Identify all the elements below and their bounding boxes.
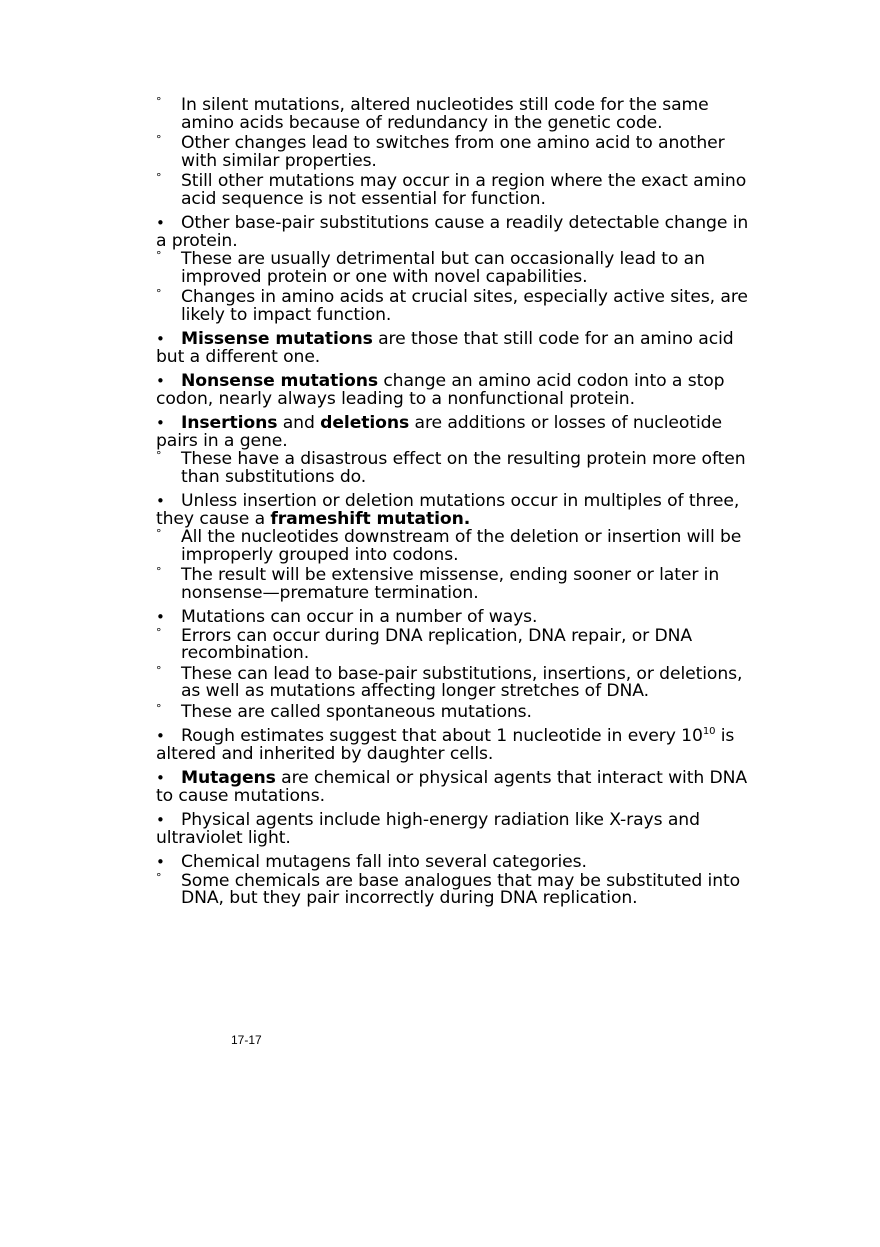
term-mutagens: Mutagens [181, 768, 276, 788]
bullet-marker: • [156, 811, 165, 829]
list-item-text: Other changes lead to switches from one amino acid to another with similar properties. [181, 133, 725, 171]
list-item-text: Changes in amino acids at crucial sites, especially active sites, are likely to impact function. [181, 287, 748, 325]
list-item [156, 251, 756, 286]
list-item [156, 173, 756, 208]
list-item-text: In silent mutations, altered nucleotides still code for the same amino acids because of redundancy in the genetic code. [181, 95, 709, 133]
list-item-text: Physical agents include high-energy radiation like X-rays and ultraviolet light. [156, 810, 700, 848]
bullet-marker: • [156, 414, 165, 432]
bullet-marker: • [156, 769, 165, 787]
bullet-marker: • [156, 214, 165, 232]
list-item [156, 870, 756, 908]
list-item [156, 567, 756, 602]
sub-bullet-marker: ° [156, 565, 162, 578]
sub-bullet-marker: ° [156, 171, 162, 184]
list-item [156, 493, 756, 528]
sub-bullet-marker: ° [156, 663, 162, 677]
list-item-text: are those that still code for an amino acid but a different one. [156, 329, 734, 367]
list-item [156, 331, 756, 366]
list-item [156, 289, 756, 324]
list-item [156, 97, 756, 132]
sub-bullet-marker: ° [156, 95, 162, 108]
list-item-text: and [277, 413, 321, 433]
page-number: 17-17 [231, 1033, 262, 1047]
sub-bullet-marker: ° [156, 527, 162, 540]
list-item-text: Some chemicals are base analogues that may be substituted into DNA, but they pair incorrectly during DNA replication. [181, 870, 741, 908]
term-missense-mutations: Missense mutations [181, 329, 373, 349]
term-frameshift-mutation: frameshift mutation. [270, 508, 471, 529]
bullet-marker: • [156, 492, 165, 510]
term-nonsense-mutations: Nonsense mutations [181, 371, 378, 391]
bullet-marker: • [156, 330, 165, 348]
list-item [156, 451, 756, 486]
bullet-marker: • [156, 372, 165, 390]
list-item [156, 812, 756, 847]
sub-bullet-marker: ° [156, 625, 162, 639]
list-item [156, 701, 756, 722]
list-item [156, 854, 756, 872]
exponent: 10 [702, 726, 716, 737]
list-item [156, 529, 756, 564]
bullet-marker: • [156, 853, 165, 871]
list-item-text: These have a disastrous effect on the resulting protein more often than substitutions do. [181, 449, 746, 487]
list-item-text: Rough estimates suggest that about 1 nucleotide in every 10 [181, 726, 703, 746]
lecture-notes [156, 96, 756, 908]
list-item-text: These can lead to base-pair substitutions, insertions, or deletions, as well as mutations affecting longer stretches of DNA. [181, 663, 743, 701]
list-item-text: Errors can occur during DNA replication, DNA repair, or DNA recombination. [181, 625, 693, 663]
sub-bullet-marker: ° [156, 287, 162, 300]
sub-bullet-marker: ° [156, 701, 162, 715]
list-item [156, 625, 756, 663]
list-item-text: Unless insertion or deletion mutations occur in multiples of three, they cause a [156, 491, 740, 529]
list-item-text: Chemical mutagens fall into several categories. [181, 852, 587, 872]
sub-bullet-marker: ° [156, 870, 162, 884]
list-item [156, 663, 756, 701]
list-item-text: These are called spontaneous mutations. [181, 701, 532, 722]
list-item-text: Other base-pair substitutions cause a readily detectable change in a protein. [156, 213, 749, 251]
list-item-text: are additions or losses of nucleotide pairs in a gene. [156, 413, 722, 451]
list-item [156, 728, 756, 763]
list-item-text: change an amino acid codon into a stop codon, nearly always leading to a nonfunctional protein. [156, 371, 725, 409]
list-item [156, 415, 756, 450]
sub-bullet-marker: ° [156, 133, 162, 146]
term-insertions: Insertions [181, 413, 278, 433]
list-item [156, 135, 756, 170]
sub-bullet-marker: ° [156, 249, 162, 262]
list-item [156, 215, 756, 250]
list-item [156, 609, 756, 627]
list-item-text: Mutations can occur in a number of ways. [181, 607, 538, 627]
sub-bullet-marker: ° [156, 449, 162, 462]
list-item-text: The result will be extensive missense, ending sooner or later in nonsense—premature termination. [181, 565, 720, 603]
list-item-text: is altered and inherited by daughter cells. [156, 726, 735, 764]
list-item-text: These are usually detrimental but can occasionally lead to an improved protein or one with novel capabilities. [181, 249, 705, 287]
term-deletions: deletions [320, 413, 410, 433]
list-item-text: Still other mutations may occur in a region where the exact amino acid sequence is not essential for function. [181, 171, 747, 209]
list-item [156, 373, 756, 408]
list-item-text: are chemical or physical agents that interact with DNA to cause mutations. [156, 768, 748, 806]
list-item-text: All the nucleotides downstream of the deletion or insertion will be improperly grouped into codons. [181, 527, 742, 565]
bullet-marker: • [156, 608, 165, 626]
list-item [156, 770, 756, 805]
bullet-marker: • [156, 727, 165, 745]
